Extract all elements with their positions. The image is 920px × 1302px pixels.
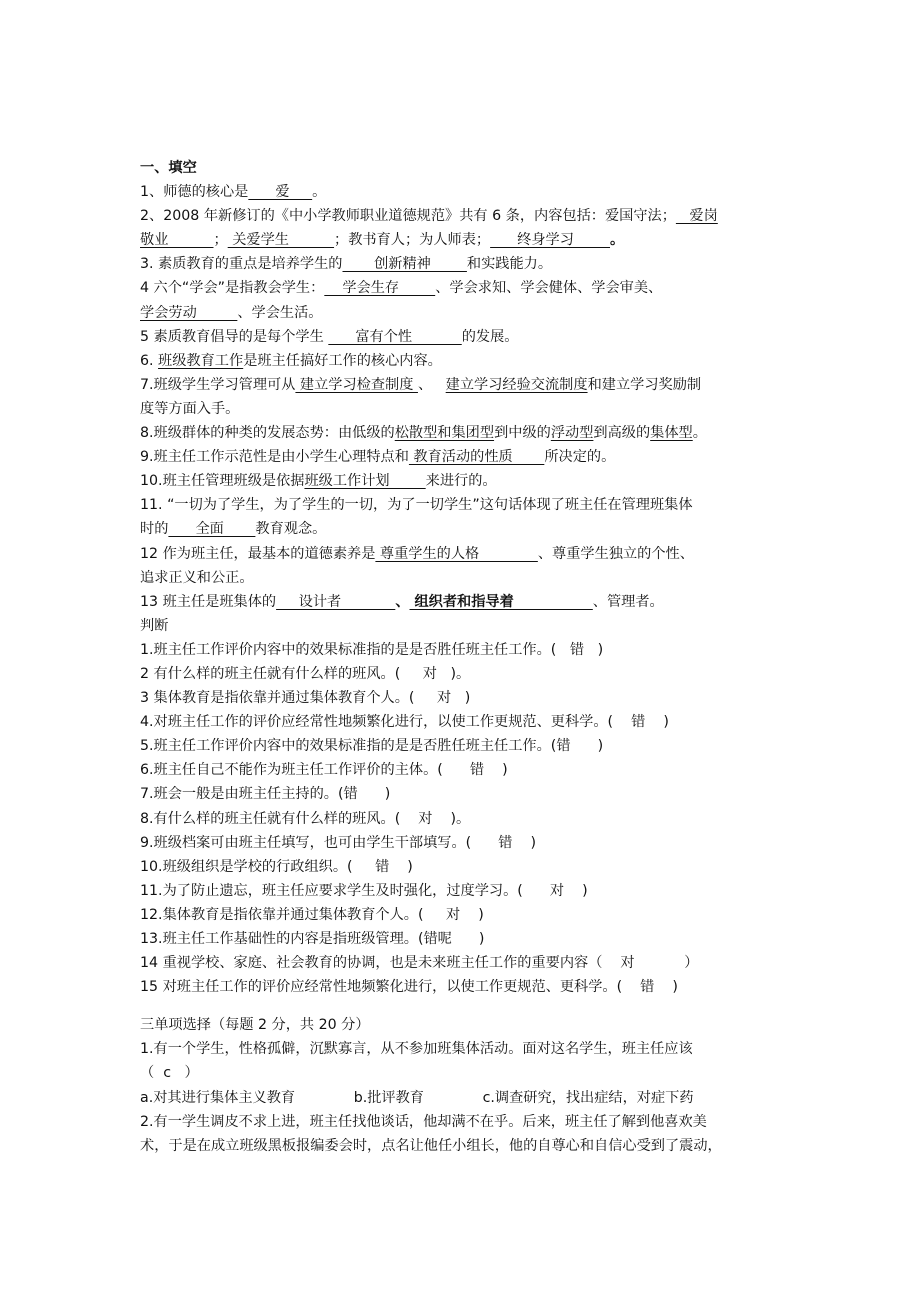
answer-blank: 关爱学生 [227, 232, 335, 249]
q-text: 。 [610, 232, 625, 249]
answer-blank: 班级工作计划 [304, 473, 426, 490]
q-text: 。 [692, 425, 707, 442]
answer-blank: 敬业 [140, 232, 214, 249]
q-text: 所决定的。 [544, 449, 616, 466]
q-text: 、尊重学生独立的个性、 [537, 545, 694, 562]
answer-blank: 松散型和集团型 [394, 425, 495, 442]
fill-q10 [140, 469, 800, 493]
choice-line: 术，于是在成立班级黑板报编委会时，点名让他任小组长，他的自尊心和自信心受到了震动， [140, 1137, 722, 1154]
answer-blank: 全面 [168, 521, 256, 538]
fill-q2 [140, 204, 800, 228]
document-page [140, 156, 800, 1158]
judge-item: 11.为了防止遗忘，班主任应要求学生及时强化，过度学习。( 对 ) [140, 882, 588, 899]
q-text: 和建立学习奖励制 [587, 376, 702, 393]
q-text: 的发展。 [461, 328, 519, 345]
answer-blank: 组织者和指导着 [409, 593, 593, 610]
q-text: 2、2008 年新修订的《中小学教师职业道德规范》共有 6 条，内容包括：爱国守法； [140, 208, 676, 225]
fill-q4 [140, 276, 800, 300]
q-text: 13 班主任是班集体的 [140, 593, 277, 610]
q-text: 。 [312, 184, 327, 201]
answer-blank: 爱岗 [675, 208, 718, 225]
judge-item: 1.班主任工作评价内容中的效果标准指的是是否胜任班主任工作。( 错 ) [140, 641, 604, 658]
fill-q3 [140, 252, 800, 276]
fill-q6 [140, 349, 800, 373]
choice-line: （ c ） [140, 1065, 199, 1082]
fill-q7 [140, 373, 800, 397]
q-text: 9.班主任工作示范性是由小学生心理特点和 [140, 449, 409, 466]
fill-q12-continued [140, 566, 800, 590]
fill-q8 [140, 421, 800, 445]
fill-blank-heading: 一、填空 [140, 160, 197, 176]
q-text: 10.班主任管理班级是依据 [140, 473, 305, 490]
judge-item: 9.班级档案可由班主任填写，也可由学生干部填写。( 错 ) [140, 834, 537, 851]
judge-item: 13.班主任工作基础性的内容是指班级管理。(错呢 ) [140, 931, 485, 947]
q-text: 来进行的。 [425, 473, 497, 490]
judge-item: 7.班会一般是由班主任主持的。(错 ) [140, 786, 391, 803]
q-text: 度等方面入手。 [140, 400, 240, 417]
fill-q11-continued [140, 517, 800, 541]
judge-item: 14 重视学校、家庭、社会教育的协调，也是未来班主任工作的重要内容（ 对 ） [140, 955, 699, 972]
judge-item: 10.班级组织是学校的行政组织。( 错 ) [140, 858, 413, 875]
answer-blank: 学会劳动 [140, 304, 238, 321]
fill-q13 [140, 590, 800, 614]
q-text: 5 素质教育倡导的是每个学生 [140, 328, 329, 345]
answer-blank: 建立学习经验交流制度 [445, 376, 588, 393]
q-text: 8.班级群体的种类的发展态势：由低级的 [140, 425, 395, 442]
q-text: 6. [140, 352, 159, 369]
q-text: 、 [417, 376, 446, 393]
answer-blank: 终身学习 [490, 232, 611, 249]
answer-blank: 爱 [248, 184, 313, 201]
q-text: 、管理者。 [592, 593, 664, 610]
q-text: 到中级的 [494, 425, 551, 442]
answer-blank: 创新精神 [342, 256, 467, 273]
fill-q1 [140, 180, 800, 204]
q-text: 是班主任搞好工作的核心内容。 [243, 352, 442, 369]
q-text: 7.班级学生学习管理可从 [140, 376, 296, 393]
fill-q9 [140, 445, 800, 469]
judge-item: 15 对班主任工作的评价应经常性地频繁化进行，以使工作更规范、更科学。( 错 ) [140, 979, 678, 996]
answer-blank: 教育活动的性质 [408, 449, 545, 466]
choice-line: 2.有一学生调皮不求上进，班主任找他谈话，他却满不在乎。后来，班主任了解到他喜欢美 [140, 1113, 707, 1130]
judge-item: 4.对班主任工作的评价应经常性地频繁化进行，以使工作更规范、更科学。( 错 ) [140, 714, 669, 731]
q-text: 时的 [140, 521, 169, 538]
choice-line: 1.有一个学生，性格孤僻，沉默寡言，从不参加班集体活动。面对这名学生，班主任应该 [140, 1041, 693, 1058]
answer-blank: 集体型 [650, 425, 693, 442]
fill-q12 [140, 542, 800, 566]
fill-q4-continued [140, 301, 800, 325]
fill-q11 [140, 493, 800, 517]
q-text: 、学会求知、学会健体、学会审美、 [435, 280, 663, 297]
judge-item: 5.班主任工作评价内容中的效果标准指的是是否胜任班主任工作。(错 ) [140, 738, 604, 755]
q-text: 、 [395, 593, 410, 610]
judge-item: 2 有什么样的班主任就有什么样的班风。( 对 )。 [140, 665, 471, 682]
q-text: 追求正义和公正。 [140, 569, 254, 586]
answer-blank: 尊重学生的人格 [375, 545, 538, 562]
q-text: 和实践能力。 [466, 256, 553, 273]
q-text: 3. 素质教育的重点是培养学生的 [140, 256, 343, 273]
answer-blank: 学会生存 [324, 280, 436, 297]
q-text: 4 六个“学会”是指教会学生： [140, 280, 325, 297]
q-text: 1、师德的核心是 [140, 184, 249, 201]
fill-q5 [140, 325, 800, 349]
single-choice-heading: 三单项选择（每题 2 分，共 20 分） [140, 1017, 370, 1034]
q-text: 、学会生活。 [237, 304, 323, 321]
judge-item: 8.有什么样的班主任就有什么样的班风。( 对 )。 [140, 810, 471, 827]
answer-blank: 建立学习检查制度 [295, 376, 418, 393]
fill-q2-continued [140, 228, 800, 252]
fill-q7-continued [140, 397, 800, 421]
q-text: 11. “一切为了学生，为了学生的一切，为了一切学生”这句话体现了班主任在管理班集体 [140, 497, 693, 514]
judge-heading: 判断 [140, 617, 169, 634]
judge-item: 3 集体教育是指依靠并通过集体教育个人。( 对 ) [140, 690, 471, 707]
section-spacer [140, 999, 800, 1013]
answer-blank: 设计者 [276, 593, 396, 610]
q-text: 12 作为班主任，最基本的道德素养是 [140, 545, 376, 562]
answer-blank: 富有个性 [328, 328, 462, 345]
q-text: ；教书育人；为人师表； [334, 232, 491, 249]
judge-item: 6.班主任自己不能作为班主任工作评价的主体。( 错 ) [140, 762, 508, 779]
q-text: 到高级的 [593, 425, 651, 442]
q-text: 教育观念。 [255, 521, 327, 538]
choice-options: a.对其进行集体主义教育 b.批评教育 c.调查研究，找出症结，对症下药 [140, 1089, 694, 1106]
judge-item: 12.集体教育是指依靠并通过集体教育个人。( 对 ) [140, 906, 484, 923]
answer-blank: 班级教育工作 [158, 352, 244, 369]
q-text: ； [213, 232, 228, 249]
answer-blank: 浮动型 [550, 425, 594, 442]
